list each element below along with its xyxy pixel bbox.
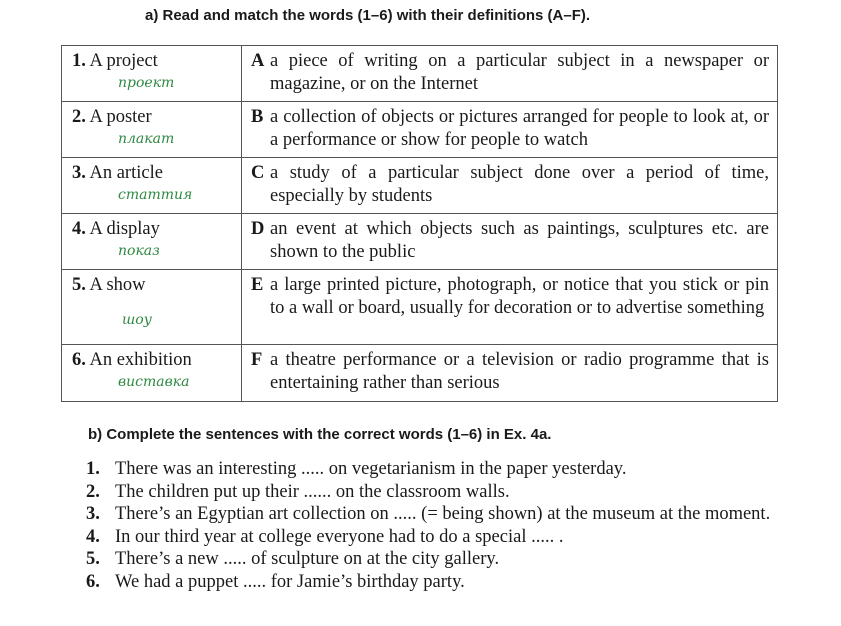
matching-table bbox=[61, 45, 778, 402]
sentence-number: 1. bbox=[86, 459, 100, 479]
definition-letter: B bbox=[251, 107, 264, 127]
sentence-text: In our third year at college everyone had to do a special ..... . bbox=[115, 526, 564, 547]
definition-text: a theatre performance or a television or radio programme that is entertaining rather than serious bbox=[270, 350, 769, 393]
word-cell bbox=[62, 102, 242, 158]
table-row bbox=[62, 270, 778, 345]
word-text: A display bbox=[89, 219, 160, 239]
word-number: 2. bbox=[72, 107, 86, 127]
table-row bbox=[62, 345, 778, 402]
list-item bbox=[86, 503, 786, 526]
definition-letter: C bbox=[251, 163, 265, 183]
handwritten-translation: виставка bbox=[118, 374, 190, 390]
part-b-instruction: b) Complete the sentences with the correct words (1–6) in Ex. 4a. bbox=[88, 426, 552, 443]
definition-text: a piece of writing on a particular subject in a newspaper or magazine, or on the Internet bbox=[270, 51, 769, 94]
word-number: 1. bbox=[72, 51, 86, 71]
list-item bbox=[86, 481, 786, 504]
sentence-number: 4. bbox=[86, 526, 100, 547]
definition-cell bbox=[242, 158, 778, 214]
sentence-number: 5. bbox=[86, 549, 100, 570]
word-number: 6. bbox=[72, 350, 86, 370]
sentence-list bbox=[86, 458, 786, 594]
word-text: An exhibition bbox=[89, 350, 192, 370]
part-a-instruction: a) Read and match the words (1–6) with their definitions (A–F). bbox=[145, 7, 591, 24]
sentence-number: 6. bbox=[86, 571, 100, 592]
definition-letter: F bbox=[251, 350, 263, 370]
list-item bbox=[86, 571, 786, 594]
word-cell bbox=[62, 46, 242, 102]
definition-cell bbox=[242, 102, 778, 158]
word-text: A show bbox=[89, 275, 146, 295]
handwritten-translation: плакат bbox=[118, 131, 175, 147]
table-row bbox=[62, 214, 778, 270]
word-number: 4. bbox=[72, 219, 86, 239]
definition-cell bbox=[242, 214, 778, 270]
word-text: A project bbox=[89, 51, 158, 71]
sentence-text: We had a puppet ..... for Jamie’s birthday party. bbox=[115, 571, 465, 592]
definition-letter: E bbox=[251, 275, 264, 295]
word-cell bbox=[62, 214, 242, 270]
table-row bbox=[62, 102, 778, 158]
table-row bbox=[62, 158, 778, 214]
sentence-text: There’s an Egyptian art collection on ..... (= being shown) at the museum at the moment. bbox=[115, 504, 771, 525]
definition-letter: A bbox=[251, 51, 265, 71]
handwritten-translation: показ bbox=[118, 243, 160, 259]
sentence-text: There’s a new ..... of sculpture on at the city gallery. bbox=[115, 549, 500, 570]
table-row bbox=[62, 46, 778, 102]
list-item bbox=[86, 458, 786, 481]
word-number: 5. bbox=[72, 275, 86, 295]
definition-text: an event at which objects such as paintings, sculptures etc. are shown to the public bbox=[270, 219, 769, 262]
definition-text: a large printed picture, photograph, or notice that you stick or pin to a wall or board, usually for decoration or to advertise something bbox=[270, 275, 769, 318]
handwritten-translation: проект bbox=[118, 75, 175, 91]
handwritten-translation: статтия bbox=[118, 187, 193, 203]
definition-text: a study of a particular subject done over a period of time, especially by students bbox=[270, 163, 769, 206]
sentence-text: There was an interesting ..... on vegetarianism in the paper yesterday. bbox=[115, 459, 627, 479]
word-number: 3. bbox=[72, 163, 86, 183]
definition-cell bbox=[242, 46, 778, 102]
word-cell bbox=[62, 270, 242, 345]
definition-cell bbox=[242, 270, 778, 345]
word-cell bbox=[62, 158, 242, 214]
definition-text: a collection of objects or pictures arranged for people to look at, or a performance or show for people to watch bbox=[270, 107, 769, 150]
sentence-number: 3. bbox=[86, 504, 100, 525]
sentence-number: 2. bbox=[86, 481, 100, 502]
handwritten-translation: шоу bbox=[122, 312, 152, 328]
definition-letter: D bbox=[251, 219, 265, 239]
sentence-text: The children put up their ...... on the classroom walls. bbox=[115, 481, 510, 502]
word-text: A poster bbox=[89, 107, 152, 127]
word-cell bbox=[62, 345, 242, 402]
word-text: An article bbox=[89, 163, 163, 183]
list-item bbox=[86, 548, 786, 571]
list-item bbox=[86, 526, 786, 549]
definition-cell bbox=[242, 345, 778, 402]
